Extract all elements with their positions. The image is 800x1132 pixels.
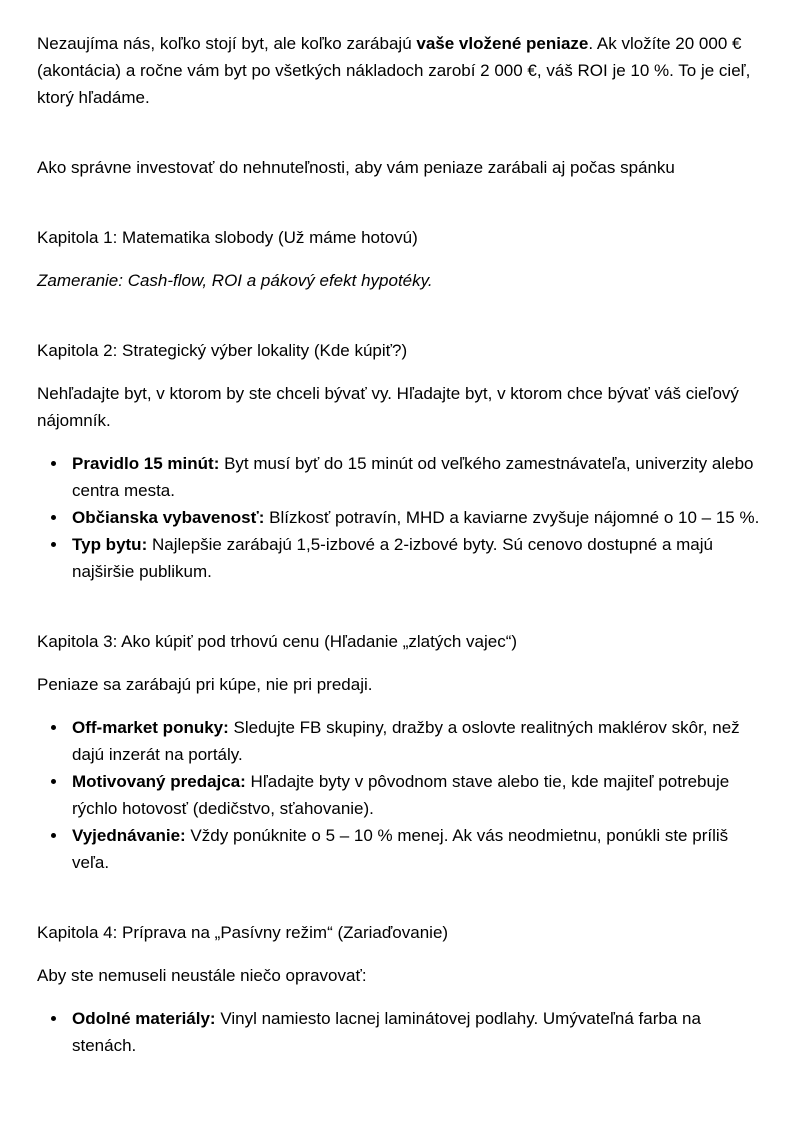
bullet-label: Typ bytu: bbox=[72, 535, 148, 554]
bullet-text: Vždy ponúknite o 5 – 10 % menej. Ak vás neodmietnu, ponúkli ste príliš veľa. bbox=[72, 826, 729, 872]
bullet-text: Blízkosť potravín, MHD a kaviarne zvyšuje nájomné o 10 – 15 %. bbox=[264, 508, 760, 527]
intro-text-after: . Ak vložíte 20 000 € (akontácia) a ročne vám byt po všetkých nákladoch zarobí 2 000 €, váš ROI je 10 %. To je cieľ, ktorý hľadáme. bbox=[37, 34, 751, 107]
list-item bbox=[68, 450, 763, 504]
chapter1-heading: Kapitola 1: Matematika slobody (Už máme hotovú) bbox=[37, 228, 418, 247]
list-item bbox=[68, 531, 763, 585]
chapter2-lead: Nehľadajte byt, v ktorom by ste chceli bývať vy. Hľadajte byt, v ktorom chce bývať váš cieľový nájomník. bbox=[37, 384, 739, 430]
book-subtitle: Ako správne investovať do nehnuteľnosti, aby vám peniaze zarábali aj počas spánku bbox=[37, 158, 675, 177]
bullet-label: Off-market ponuky: bbox=[72, 718, 229, 737]
bullet-text: Najlepšie zarábajú 1,5-izbové a 2-izbové byty. Sú cenovo dostupné a majú najširšie publikum. bbox=[72, 535, 713, 581]
bullet-label: Občianska vybavenosť: bbox=[72, 508, 265, 527]
chapter4-bullet-list bbox=[37, 1005, 763, 1059]
intro-paragraph bbox=[37, 30, 763, 111]
bullet-label: Pravidlo 15 minút: bbox=[72, 454, 220, 473]
list-item bbox=[68, 822, 763, 876]
chapter3-lead: Peniaze sa zarábajú pri kúpe, nie pri predaji. bbox=[37, 675, 373, 694]
chapter3-heading: Kapitola 3: Ako kúpiť pod trhovú cenu (Hľadanie „zlatých vajec“) bbox=[37, 632, 518, 651]
chapter4-lead: Aby ste nemuseli neustále niečo opravovať: bbox=[37, 966, 367, 985]
chapter3-bullet-list bbox=[37, 714, 763, 876]
bullet-text: Byt musí byť do 15 minút od veľkého zamestnávateľa, univerzity alebo centra mesta. bbox=[72, 454, 754, 500]
list-item bbox=[68, 768, 763, 822]
chapter2-bullet-list bbox=[37, 450, 763, 585]
bullet-label: Vyjednávanie: bbox=[72, 826, 186, 845]
bullet-label: Motivovaný predajca: bbox=[72, 772, 246, 791]
list-item bbox=[68, 714, 763, 768]
bullet-text: Hľadajte byty v pôvodnom stave alebo tie, kde majiteľ potrebuje rýchlo hotovosť (dedičstvo, sťahovanie). bbox=[72, 772, 730, 818]
intro-bold-phrase: vaše vložené peniaze bbox=[416, 34, 589, 53]
chapter2-heading: Kapitola 2: Strategický výber lokality (Kde kúpiť?) bbox=[37, 341, 408, 360]
chapter4-heading: Kapitola 4: Príprava na „Pasívny režim“ (Zariaďovanie) bbox=[37, 923, 449, 942]
list-item bbox=[68, 1005, 763, 1059]
bullet-text: Sledujte FB skupiny, dražby a oslovte realitných maklérov skôr, než dajú inzerát na portály. bbox=[72, 718, 740, 764]
intro-text-before: Nezaujíma nás, koľko stojí byt, ale koľko zarábajú bbox=[37, 34, 417, 53]
list-item bbox=[68, 504, 763, 531]
bullet-label: Odolné materiály: bbox=[72, 1009, 216, 1028]
bullet-text: Vinyl namiesto lacnej laminátovej podlahy. Umývateľná farba na stenách. bbox=[72, 1009, 701, 1055]
chapter1-focus-note: Zameranie: Cash-flow, ROI a pákový efekt hypotéky. bbox=[37, 271, 433, 290]
